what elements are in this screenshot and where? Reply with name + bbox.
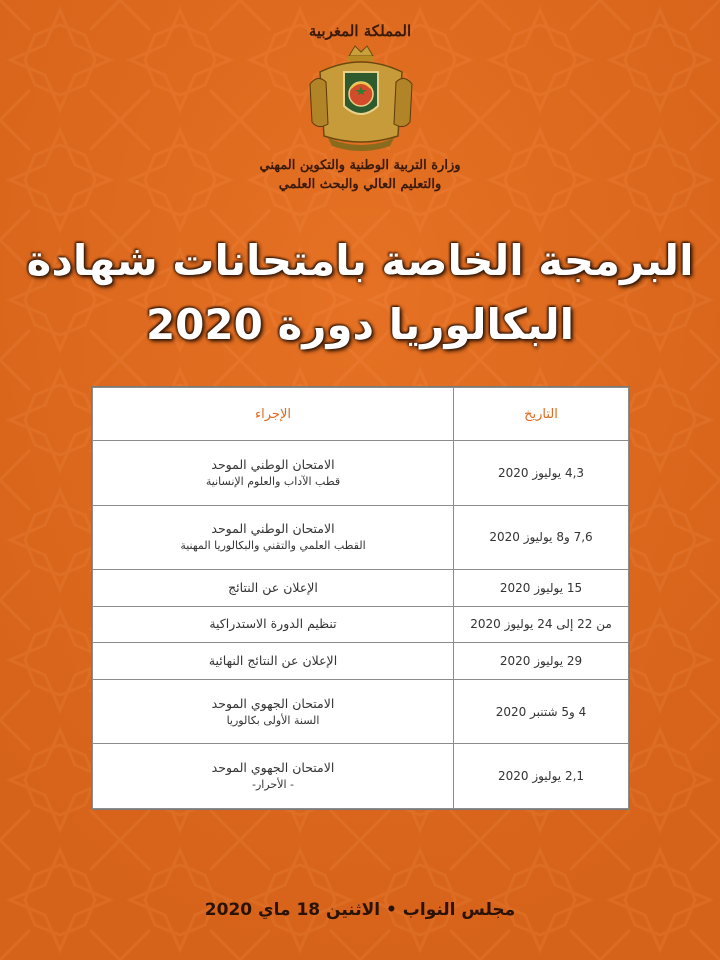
page-title-line-1: البرمجة الخاصة بامتحانات شهادة	[26, 236, 694, 285]
row-action	[93, 441, 454, 506]
action-subtitle: - الأحرار-	[251, 778, 294, 792]
table-row	[93, 643, 629, 680]
action-title: الامتحان الوطني الموحد	[211, 456, 335, 472]
table-row	[93, 679, 629, 744]
column-header-date: التاريخ	[454, 388, 629, 441]
row-action	[93, 679, 454, 744]
action-subtitle: قطب الآداب والعلوم الإنسانية	[205, 474, 341, 488]
schedule-table	[91, 386, 630, 810]
ministry-line-2: والتعليم العالي والبحث العلمي	[278, 177, 442, 192]
row-date: 4,3 يوليوز 2020	[454, 441, 629, 506]
footer-caption: مجلس النواب • الاثنين 18 ماي 2020	[204, 900, 516, 920]
row-date: 15 يوليوز 2020	[454, 570, 629, 607]
action-title: الامتحان الجهوي الموحد	[211, 695, 335, 711]
table-row	[93, 606, 629, 643]
row-date: 4 و5 شتنبر 2020	[454, 679, 629, 744]
table-header-row	[93, 388, 629, 441]
action-title: الإعلان عن النتائج النهائية	[208, 653, 338, 669]
row-date: من 22 إلى 24 يوليوز 2020	[454, 606, 629, 643]
action-title: الامتحان الوطني الموحد	[211, 521, 335, 537]
action-subtitle: السنة الأولى بكالوريا	[226, 713, 320, 727]
table-row	[93, 570, 629, 607]
ministry-line-1: وزارة التربية الوطنية والتكوين المهني	[259, 158, 461, 173]
action-title: تنظيم الدورة الاستدراكية	[209, 616, 337, 632]
coat-of-arms-icon	[300, 44, 422, 154]
action-title: الامتحان الجهوي الموحد	[211, 760, 335, 776]
action-title: الإعلان عن النتائج	[228, 579, 318, 595]
column-header-action: الإجراء	[93, 388, 454, 441]
row-action	[93, 606, 454, 643]
table-row	[93, 441, 629, 506]
kingdom-name: المملكة المغربية	[308, 22, 412, 40]
row-date: 2,1 يوليوز 2020	[454, 744, 629, 809]
row-action	[93, 505, 454, 570]
table-row	[93, 505, 629, 570]
row-date: 7,6 و8 يوليوز 2020	[454, 505, 629, 570]
page-title-line-2: البكالوريا دورة 2020	[145, 300, 575, 349]
row-action	[93, 570, 454, 607]
ministry-name	[220, 156, 500, 194]
action-subtitle: القطب العلمي والتقني والبكالوريا المهنية	[180, 539, 366, 553]
row-date: 29 يوليوز 2020	[454, 643, 629, 680]
row-action	[93, 643, 454, 680]
table-row	[93, 744, 629, 809]
schedule-table-grid	[92, 387, 629, 809]
row-action	[93, 744, 454, 809]
